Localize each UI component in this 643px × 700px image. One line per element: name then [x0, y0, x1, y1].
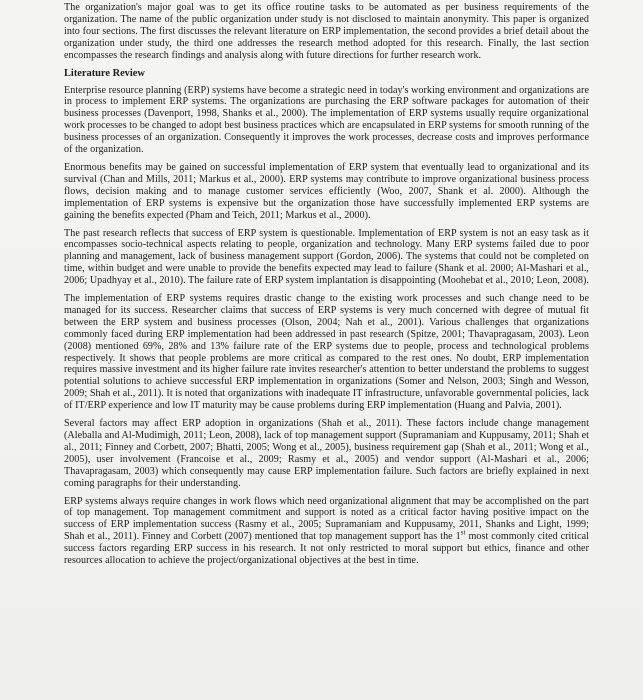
paragraph-erp-factors: Several factors may affect ERP adoption in organizations (Shah et al., 2011). These factors include change management (Aleballa and Al-Mudimigh, 2011; Leon, 2008), lack of top management support (Supramaniam and Kuppusamy, 2011; Shah et al., 2011; Finney and Corbett, 2007; Bhatti, 2005; Wong et al., 2005), business requirement gap (Shah et al., 2011; Wong et al., 2005), user involvement (Francoise et al., 2009; Rasmy et al., 2005) and vendor support (Al-Mashari et al., 2006; Thavapragasam, 2003) which consequently may cause ERP implementation failure. Such factors are briefly explained in next coming paragraphs for their understanding.: [64, 418, 589, 489]
paragraph-erp-need: Enterprise resource planning (ERP) systems have become a strategic need in today's working environment and organizations are in process to implement ERP systems. The organizations are purchasing the ERP software packages for automation of their business processes (Davenport, 1998, Shanks et al., 2000). The implementation of ERP systems usually require organizational work processes to be changed to adopt best business practices which are encapsulated in ERP systems for smooth running of the business processes of an organization. Consequently it improves the work processes, decrease costs and improves performance of the organization.: [64, 84, 589, 156]
superscript-ordinal: st: [460, 528, 466, 537]
paragraph-erp-success: The past research reflects that success of ERP system is questionable. Implementation of ERP system is not an easy task as it encompasses socio-technical aspects relating to people, organization and technology. Many ERP systems failed due to poor planning and management, lack of business management support (Gordon, 2006). The systems that could not be completed on time, within budget and were unable to provide the benefits expected may lead to failure (Shank et al. 2000; Al-Mashari et al., 2006; Upadhyay et al., 2010). The failure rate of ERP system implantation is disappointing (Moohebat et al., 2010; Leon, 2008).: [64, 227, 589, 287]
paragraph-top-management-text-start: ERP systems always require changes in work flows which need organizational alignment that may be accomplished on the part of top management. Top management commitment and support is noted as a critical factor having positive impact on the success of ERP implementation success (Rasmy et al., 2005; Supramaniam and Kuppusamy, 2011, Shanks and Light, 1999; Shah et al., 2011). Finney and Corbett (2007) mentioned that top management support has the 1: [64, 495, 589, 543]
paragraph-top-management: [64, 496, 589, 567]
paragraph-top-management-text-end: most commonly cited critical success factors regarding ERP success in his research. It not only restricted to moral support but ethics, finance and other resources allocation to achieve the project/organizational objectives at the best in time.: [64, 531, 590, 567]
section-heading-literature-review: Literature Review: [64, 67, 145, 79]
intro-paragraph: The organization's major goal was to get its office routine tasks to be automated as per business requirements of the organization. The name of the public organization under study is not disclosed to maintain anonymity. This paper is organized into four sections. The first discusses the relevant literature on ERP implementation, the second provides a brief detail about the organization under study, the third one addresses the research method adopted for this research. Finally, the last section encompasses the research findings and analysis along with future directions for further research work.: [64, 2, 589, 61]
paragraph-erp-implementation: The implementation of ERP systems requires drastic change to the existing work processes and such change need to be managed for its success. Researcher claims that success of ERP systems is very much concerned with degree of mutual fit between the ERP system and business processes (Olson, 2004; Nah et al., 2001). Various challenges that organizations commonly faced during ERP implementation had been addressed in past research (Spitze, 2001; Thavapragasam, 2003). Leon (2008) mentioned 69%, 28% and 13% failure rate of the ERP systems due to people, process and technological problems respectively. It shows that people problems are more critical as compared to the rest ones. No doubt, ERP implementation requires massive investment and its higher failure rate invites researcher's attention to better understand the problems to suggest potential solutions to achieve successful ERP implementation in organizations (Somer and Nelson, 2003; Singh and Wesson, 2009; Shah et al., 2011). It is noted that organizations with inadequate IT infrastructure, unfavorable governmental policies, lack of IT/ERP experience and low IT maturity may be cause problems during ERP implementation (Huang and Palvia, 2001).: [64, 293, 589, 412]
paragraph-erp-benefits: Enormous benefits may be gained on successful implementation of ERP system that eventually lead to organizational and its survival (Chan and Mills, 2011; Markus et al., 2000). ERP systems may contribute to improve organizational business process flows, decision making and to manage customer services efficiently (Woo, 2007, Shank et al. 2000). Although the implementation of ERP systems is expensive but the organization those have successfully implemented ERP systems are gaining the benefits expected (Pham and Teich, 2011; Markus et al., 2000).: [64, 161, 589, 221]
